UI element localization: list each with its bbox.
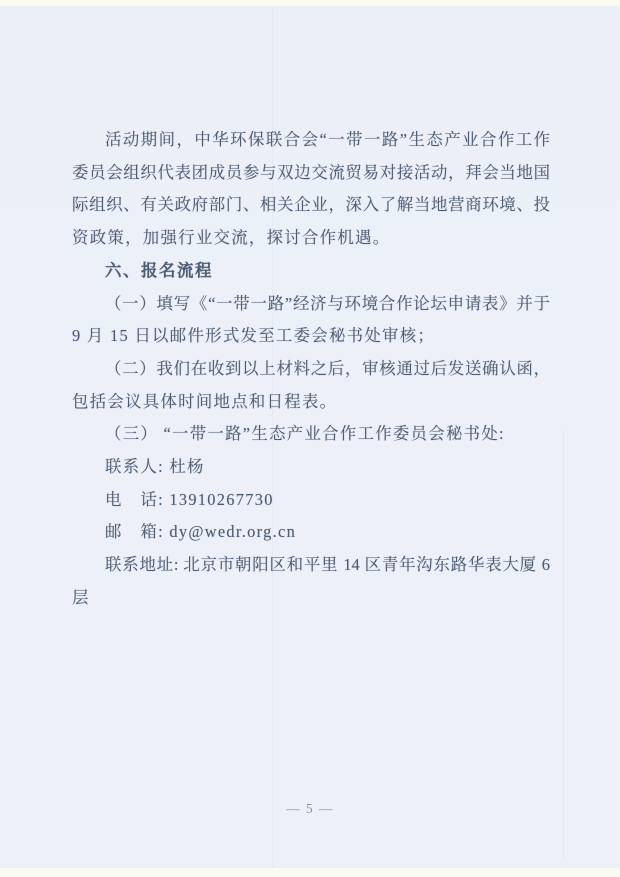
- contact-person-line: 联系人: 杜杨: [105, 457, 205, 477]
- contact-phone-line: 电 话: 13910267730: [105, 489, 274, 509]
- paragraph-line: 际组织、有关政府部门、相关企业，深入了解当地营商环境、投: [72, 195, 550, 215]
- list-item-2-line: （二）我们在收到以上材料之后，审核通过后发送确认函，: [105, 358, 550, 378]
- contact-email-line: 邮 箱: dy@wedr.org.cn: [105, 522, 297, 542]
- contact-address-line: 联系地址: 北京市朝阳区和平里 14 区青年沟东路华表大厦 6: [105, 555, 550, 575]
- list-item-3-line: （三） “一带一路”生态产业合作工作委员会秘书处:: [105, 424, 505, 444]
- page-number: — 5 —: [286, 801, 334, 816]
- document-body: [72, 124, 550, 615]
- list-item-1-line: （一）填写《“一带一路”经济与环境合作论坛申请表》并于: [105, 293, 550, 313]
- list-item-1-line: 9 月 15 日以邮件形式发至工委会秘书处审核；: [72, 326, 436, 346]
- paragraph-line: 活动期间，中华环保联合会“一带一路”生态产业合作工作: [105, 130, 550, 149]
- scan-edge-bottom: [0, 868, 620, 877]
- paragraph-line: 资政策，加强行业交流，探讨合作机遇。: [72, 228, 391, 248]
- list-item-2-line: 包括会议具体时间地点和日程表。: [72, 391, 338, 411]
- scan-edge-top: [0, 0, 620, 6]
- section-heading: 六、报名流程: [105, 260, 213, 280]
- paragraph-line: 委员会组织代表团成员参与双边交流贸易对接活动，拜会当地国: [72, 162, 550, 182]
- scan-fold-artifact: [563, 430, 564, 860]
- contact-address-line: 层: [72, 587, 90, 607]
